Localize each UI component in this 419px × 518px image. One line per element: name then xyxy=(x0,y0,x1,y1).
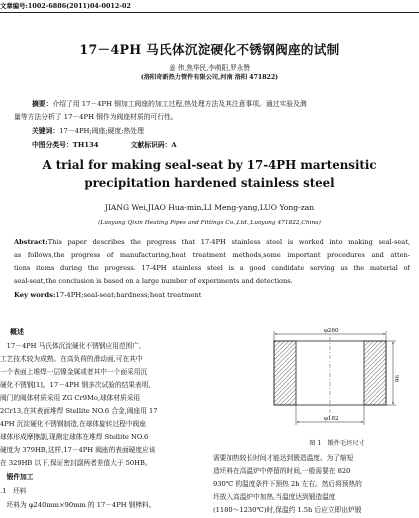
body-line-6: 2Cr13,在其表面堆焊 Stellite NO.6 合金,阀座用 17 xyxy=(0,407,158,415)
dim-bottom-label: φ182 xyxy=(324,416,339,422)
abstract-zh-line-1 xyxy=(32,98,307,108)
right-line-1: 需要加热较长时间才能达到锻造温度。为了缩短 xyxy=(213,454,354,462)
dim-top-label: φ260 xyxy=(324,328,339,334)
abstract-en-line-1 xyxy=(14,238,410,246)
abstract-en-label: Abstract: xyxy=(14,238,48,246)
clc-zh-value: TH134 xyxy=(72,141,99,149)
abstract-zh-label: 摘要： xyxy=(32,100,53,108)
body-line-8: 球体形成摩擦副,现测定球体在堆焊 Stellite NO.6 xyxy=(0,433,149,441)
right-line-3: 930℃ 的温度条件下预热 2h 左右。然后将预热的 xyxy=(213,480,362,488)
body-line-blank: 坯料为 φ240mm×90mm 的 17－4PH 钢棒料。 xyxy=(0,501,156,509)
body-line-4: 硬化不锈钢[1]。17－4PH 钢多次试验的结果表明, xyxy=(0,381,151,389)
authors-zh: 姜 伟,焦华民,李萌阳,罗永赞 xyxy=(169,64,250,72)
subsection-heading-blank: .1 坯料 xyxy=(0,487,27,495)
body-line-2: 工艺技术较为成熟。在高负荷的滑动面,可在其中 xyxy=(0,355,143,363)
abstract-en-line-2: as follows,the progress of manufacturing,heat treatment methods,some important procedures and atten- xyxy=(14,251,410,259)
right-line-2: 造坯料在高温炉中停留的时间,一般需要在 820 xyxy=(213,467,351,475)
header-rule xyxy=(0,12,419,13)
title-zh: 17－4PH 马氏体沉淀硬化不锈钢阀座的试制 xyxy=(79,42,340,57)
keywords-zh xyxy=(32,125,144,135)
clc-zh-label: 中图分类号： xyxy=(32,141,73,149)
title-en-line-1: A trial for making seal-seat by 17-4PH martensitic xyxy=(42,158,377,172)
body-line-5: 阀门的阀体材质采用 ZG Cr9Mo,球体材质采用 xyxy=(0,394,141,402)
abstract-zh-line-2: 量等方法分析了 17－4PH 钢作为阀座材质的可行性。 xyxy=(14,113,178,121)
abstract-en-text-1: This paper describes the progress that 17-4PH stainless steel is worked into making seal-seat, xyxy=(47,238,410,246)
doc-code-label: 文献标识码： xyxy=(130,141,172,149)
figure-caption: 图 1 锻件毛坯尺寸 xyxy=(309,440,365,447)
keywords-zh-label: 关键词： xyxy=(32,127,60,135)
body-line-7: 4PH 沉淀硬化不锈钢制造,在球体旋转过程中阀座 xyxy=(0,420,146,428)
body-line-3: 一个表面上堆焊一层镍金属或者其中一个面采用沉 xyxy=(0,368,148,376)
clc-zh xyxy=(32,139,177,149)
title-en-line-2: precipitation hardened stainless steel xyxy=(84,176,335,190)
keywords-en-text: 17-4PH;seal-seat;hardness;heat treatment xyxy=(55,291,202,299)
keywords-en-label: Key words: xyxy=(14,291,56,299)
abstract-en-line-3: tions items during the progress. 17-4PH stainless steel is a good candidate serving as the material of xyxy=(14,264,410,272)
body-line-1: 17－4PH 马氏体沉淀硬化不锈钢应用范围广, xyxy=(0,342,142,350)
right-line-4: 坯放入高温炉中加热,当温度达到锻造温度 xyxy=(213,493,336,501)
affiliation-en: (Luoyang Qixin Heating Pipes and Fittings Co.,Ltd.,Luoyang 471822,China) xyxy=(98,220,321,226)
keywords-en xyxy=(14,291,202,299)
authors-en: JIANG Wei,JIAO Hua-min,LI Meng-yang,LUO Yong-zan xyxy=(104,203,315,212)
body-line-9: 硬度为 379HB,这样,17－4PH 阀座的表面硬度应该 xyxy=(0,446,156,454)
dim-right-label: 96 xyxy=(393,375,399,383)
section-heading-forging: 锻件加工 xyxy=(0,473,34,481)
affiliation-zh: (洛阳奇新热力管件有限公司,河南 洛阳 471822) xyxy=(140,74,279,81)
right-line-5: (1180～1230℃)时,保温约 1.5h 后应立即出炉锻 xyxy=(213,506,362,514)
body-line-10: 在 329HB 以下,保证密封副两者差值大于 50HB。 xyxy=(0,459,152,467)
forging-blank-drawing xyxy=(262,325,402,435)
keywords-zh-text: 17－4PH;阀座;硬度;热处理 xyxy=(59,127,144,135)
doc-code-value: A xyxy=(171,141,177,149)
journal-header: 文章编号:1002-6886(2011)04-0012-02 xyxy=(0,2,131,10)
abstract-zh-text-1: 介绍了用 17－4PH 钢加工阀座的加工过程,热处理方法及其注意事项。通过实验及测 xyxy=(52,100,307,108)
abstract-en-line-4: seal-seat,the conclusion is based on a large number of experiments and detections. xyxy=(14,277,293,285)
section-heading-overview: 概述 xyxy=(10,327,24,336)
